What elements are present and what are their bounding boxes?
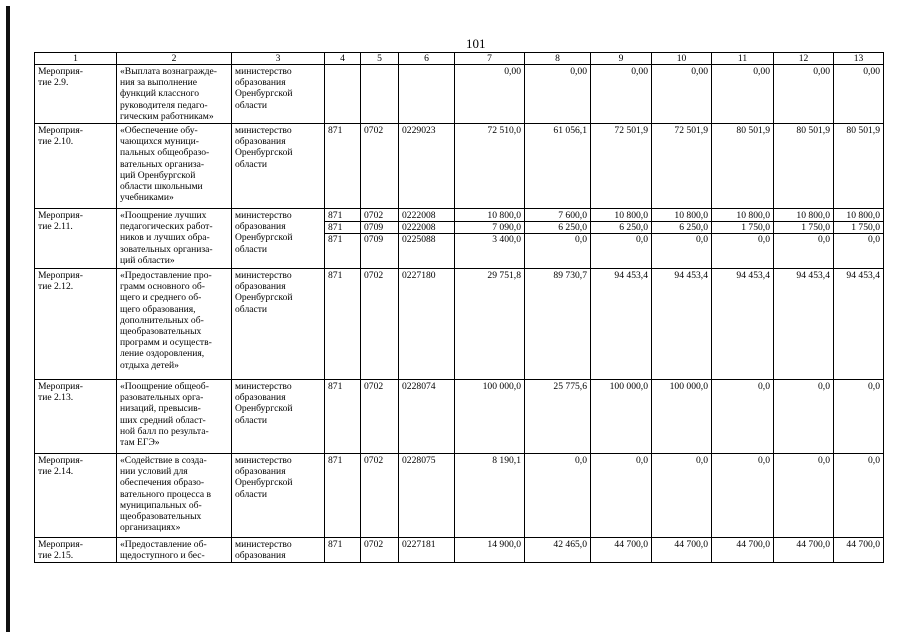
amount-cell-col-10: [652, 209, 712, 269]
amount-cell-col-11: [712, 209, 774, 269]
event-name-cell-line: низаций, превысив-: [120, 403, 201, 415]
executor-cell-line: министерство: [235, 539, 292, 551]
executor-cell-line: министерство: [235, 270, 292, 282]
event-name-cell-line: «Предоставление об-: [120, 539, 207, 551]
amount-cell-col-11: [712, 124, 774, 209]
event-name-cell: [117, 538, 232, 563]
admin-code-cell-value: 871: [328, 270, 343, 282]
admin-code-cell: [325, 65, 361, 124]
admin-code-cell-value: 871: [328, 455, 343, 467]
amount-cell-col-10: [652, 538, 712, 563]
event-name-cell-line: щеобразовательных: [120, 326, 202, 338]
event-name-cell-line: дополнительных об-: [120, 314, 204, 326]
executor-cell-line: образования: [235, 77, 286, 89]
event-name-cell-line: отдыха детей»: [120, 359, 179, 371]
amount-cell-col-13: [834, 65, 884, 124]
executor-cell: [232, 209, 325, 269]
amount-cell-col-8-value: 0,0: [575, 455, 587, 467]
amount-cell-col-7-value: 0,00: [504, 66, 521, 77]
column-header-9: 9: [591, 53, 652, 65]
executor-cell-line: образования: [235, 392, 286, 404]
amount-cell-col-8-value: 0,0: [525, 233, 590, 245]
amount-cell-col-13: [834, 209, 884, 269]
amount-cell-col-12-value: 44 700,0: [796, 539, 830, 551]
section-code-cell-value: 0702: [364, 270, 384, 282]
event-cell: [35, 269, 117, 380]
amount-cell-col-10-value: 6 250,0: [652, 221, 711, 233]
amount-cell-col-12: [774, 454, 834, 538]
amount-cell-col-10-value: 44 700,0: [674, 539, 708, 551]
table-row: [35, 209, 884, 269]
executor-cell-line: области: [235, 414, 268, 426]
amount-cell-col-10: [652, 454, 712, 538]
event-name-cell-line: учебниками»: [120, 192, 174, 204]
amount-cell-col-11-value: 0,0: [758, 381, 770, 393]
section-code-cell: [361, 380, 399, 454]
amount-cell-col-9-value: 0,0: [591, 233, 651, 245]
page-number: 101: [466, 36, 486, 51]
amount-cell-col-12-value: 0,0: [818, 381, 830, 393]
amount-cell-col-7-value: 3 400,0: [455, 233, 524, 245]
event-name-cell-line: ших средний област-: [120, 414, 206, 426]
amount-cell-col-12-value: 0,0: [818, 455, 830, 467]
target-code-cell-value: 0228075: [402, 455, 436, 467]
target-code-cell: [399, 538, 455, 563]
amount-cell-col-10-value: 0,00: [691, 66, 708, 77]
amount-cell-col-7: [455, 454, 525, 538]
event-name-cell-line: там ЕГЭ»: [120, 437, 160, 449]
event-name-cell: [117, 65, 232, 124]
amount-cell-col-10-value: 0,0: [652, 233, 711, 245]
header-row: [35, 53, 884, 65]
column-header-1: 1: [35, 53, 117, 65]
amount-cell-col-12: [774, 269, 834, 380]
amount-cell-col-10-value: 94 453,4: [674, 270, 708, 282]
target-code-cell: [399, 124, 455, 209]
amount-cell-col-8: [525, 380, 591, 454]
amount-cell-col-9: [591, 380, 652, 454]
admin-code-cell: [325, 209, 361, 269]
amount-cell-col-8: [525, 209, 591, 269]
event-cell: [35, 454, 117, 538]
amount-cell-col-11: [712, 269, 774, 380]
amount-cell-col-11-value: 1 750,0: [712, 221, 773, 233]
event-name-cell-line: муниципальных об-: [120, 499, 202, 511]
amount-cell-col-8: [525, 65, 591, 124]
amount-cell-col-13-value: 0,0: [868, 455, 880, 467]
amount-cell-col-7-value: 8 190,1: [492, 455, 521, 467]
amount-cell-col-7-value: 100 000,0: [482, 381, 521, 393]
amount-cell-col-13: [834, 380, 884, 454]
executor-cell-line: министерство: [235, 125, 292, 137]
amount-cell-col-9-value: 6 250,0: [591, 221, 651, 233]
admin-code-cell-value: 871: [328, 125, 343, 137]
amount-cell-col-8: [525, 269, 591, 380]
event-cell-line: Мероприя-: [38, 270, 83, 282]
event-cell-line: Мероприя-: [38, 66, 83, 77]
amount-cell-col-9-value: 0,0: [636, 455, 648, 467]
executor-cell-line: области: [235, 99, 268, 111]
admin-code-cell: [325, 454, 361, 538]
event-name-cell-line: «Обеспечение обу-: [120, 125, 198, 137]
column-header-13: 13: [834, 53, 884, 65]
amount-cell-col-9: [591, 124, 652, 209]
event-name-cell-line: разовательных орга-: [120, 392, 204, 404]
amount-cell-col-13-value: 94 453,4: [846, 270, 880, 282]
event-name-cell: [117, 124, 232, 209]
amount-cell-col-8: [525, 538, 591, 563]
amount-cell-col-10-value: 72 501,9: [674, 125, 708, 137]
amount-cell-col-12-value: 1 750,0: [774, 221, 833, 233]
amount-cell-col-7-value: 72 510,0: [487, 125, 521, 137]
amount-cell-col-11: [712, 454, 774, 538]
amount-cell-col-8-value: 6 250,0: [525, 221, 590, 233]
section-code-cell-value: 0702: [364, 455, 384, 467]
amount-cell-col-13: [834, 269, 884, 380]
executor-cell-line: образования: [235, 550, 286, 562]
amount-cell-col-10-value: 10 800,0: [674, 210, 708, 222]
column-header-10: 10: [652, 53, 712, 65]
event-cell-line: тие 2.13.: [38, 392, 74, 404]
budget-table: [34, 52, 884, 563]
amount-cell-col-9-value: 72 501,9: [614, 125, 648, 137]
executor-cell-line: Оренбургской: [235, 88, 293, 100]
event-cell-line: Мероприя-: [38, 125, 83, 137]
admin-code-cell: [325, 380, 361, 454]
target-code-cell: [399, 209, 455, 269]
event-cell-line: Мероприя-: [38, 539, 83, 551]
event-name-cell-line: «Поощрение общеоб-: [120, 381, 209, 393]
amount-cell-col-11-value: 0,0: [712, 233, 773, 245]
target-code-cell-value: 0227181: [402, 539, 436, 551]
admin-code-cell-value: 871: [328, 210, 343, 222]
section-code-cell-value: 0702: [364, 125, 384, 137]
event-cell: [35, 65, 117, 124]
event-name-cell-line: зовательных организа-: [120, 243, 213, 255]
amount-cell-col-9-value: 94 453,4: [614, 270, 648, 282]
amount-cell-col-11-value: 94 453,4: [736, 270, 770, 282]
event-name-cell: [117, 269, 232, 380]
table-row: [35, 124, 884, 209]
event-cell: [35, 124, 117, 209]
amount-cell-col-7: [455, 538, 525, 563]
target-code-cell-value: 0225088: [399, 233, 454, 245]
event-name-cell-line: ций области»: [120, 254, 175, 266]
table-row: [35, 269, 884, 380]
column-header-4: 4: [325, 53, 361, 65]
section-code-cell: [361, 124, 399, 209]
executor-cell-line: Оренбургской: [235, 147, 293, 159]
event-name-cell-line: «Выплата вознагражде-: [120, 66, 217, 77]
amount-cell-col-8-value: 25 775,6: [553, 381, 587, 393]
event-name-cell-line: педагогических работ-: [120, 221, 213, 233]
executor-cell: [232, 538, 325, 563]
executor-cell: [232, 380, 325, 454]
event-name-cell-line: области школьными: [120, 181, 203, 193]
column-header-11: 11: [712, 53, 774, 65]
event-cell: [35, 380, 117, 454]
event-cell: [35, 538, 117, 563]
executor-cell-line: министерство: [235, 66, 292, 77]
amount-cell-col-8-value: 7 600,0: [558, 210, 587, 222]
amount-cell-col-9-value: 10 800,0: [614, 210, 648, 222]
event-name-cell-line: функций классного: [120, 88, 200, 100]
event-name-cell-line: нии условий для: [120, 466, 188, 478]
amount-cell-col-9: [591, 538, 652, 563]
amount-cell-col-12: [774, 209, 834, 269]
event-name-cell-line: обеспечения образо-: [120, 477, 205, 489]
amount-cell-col-8-value: 42 465,0: [553, 539, 587, 551]
amount-cell-col-13-value: 0,0: [868, 381, 880, 393]
amount-cell-col-11-value: 44 700,0: [736, 539, 770, 551]
event-name-cell-line: щедоступного и бес-: [120, 550, 205, 562]
event-name-cell: [117, 380, 232, 454]
event-cell-line: тие 2.12.: [38, 281, 74, 293]
event-cell-line: тие 2.11.: [38, 221, 73, 233]
target-code-cell-value: 0229023: [402, 125, 436, 137]
column-header-5: 5: [361, 53, 399, 65]
table-row: [35, 454, 884, 538]
amount-cell-col-10-value: 0,0: [696, 455, 708, 467]
amount-cell-col-7-value: 7 090,0: [455, 221, 524, 233]
amount-cell-col-10-value: 100 000,0: [669, 381, 708, 393]
amount-cell-col-12-value: 10 800,0: [796, 210, 830, 222]
event-name-cell-line: щего и среднего об-: [120, 292, 202, 304]
executor-cell-line: образования: [235, 221, 286, 233]
section-code-cell-value: 0702: [364, 210, 384, 222]
scan-edge-line: [6, 6, 10, 632]
event-name-cell: [117, 209, 232, 269]
event-name-cell-line: ной балл по результа-: [120, 425, 209, 437]
event-cell-line: Мероприя-: [38, 381, 83, 393]
executor-cell-line: министерство: [235, 381, 292, 393]
executor-cell-line: Оренбургской: [235, 292, 293, 304]
amount-cell-col-7: [455, 269, 525, 380]
event-name-cell-line: вательного процесса в: [120, 488, 212, 500]
amount-cell-col-9-value: 44 700,0: [614, 539, 648, 551]
event-cell-line: тие 2.14.: [38, 466, 74, 478]
target-code-cell: [399, 380, 455, 454]
event-name-cell-line: ников и лучших обра-: [120, 232, 210, 244]
target-code-cell-value: 0227180: [402, 270, 436, 282]
event-name-cell-line: «Поощрение лучших: [120, 210, 207, 222]
amount-cell-col-8: [525, 454, 591, 538]
table-row: [35, 538, 884, 563]
amount-cell-col-7: [455, 209, 525, 269]
event-name-cell-line: вательных организа-: [120, 158, 205, 170]
amount-cell-col-8-value: 89 730,7: [553, 270, 587, 282]
column-header-6: 6: [399, 53, 455, 65]
event-cell-line: тие 2.9.: [38, 77, 69, 89]
target-code-cell-value: 0222008: [402, 210, 436, 222]
amount-cell-col-13: [834, 538, 884, 563]
amount-cell-col-13-value: 80 501,9: [846, 125, 880, 137]
event-cell-line: тие 2.10.: [38, 136, 74, 148]
event-name-cell-line: чающихся муници-: [120, 136, 199, 148]
executor-cell-line: министерство: [235, 210, 292, 222]
amount-cell-col-12-value: 94 453,4: [796, 270, 830, 282]
section-code-cell-value: 0709: [361, 233, 398, 245]
target-code-cell: [399, 454, 455, 538]
event-name-cell-line: «Предоставление про-: [120, 270, 212, 282]
target-code-cell: [399, 269, 455, 380]
amount-cell-col-9: [591, 269, 652, 380]
section-code-cell: [361, 209, 399, 269]
event-name-cell-line: гическим работникам»: [120, 110, 214, 122]
event-name-cell-line: пальных общеобразо-: [120, 147, 210, 159]
executor-cell: [232, 65, 325, 124]
amount-cell-col-11: [712, 380, 774, 454]
amount-cell-col-8-value: 61 056,1: [553, 125, 587, 137]
amount-cell-col-9-value: 100 000,0: [609, 381, 648, 393]
executor-cell-line: области: [235, 303, 268, 315]
amount-cell-col-8: [525, 124, 591, 209]
amount-cell-col-10: [652, 269, 712, 380]
amount-cell-col-11-value: 80 501,9: [736, 125, 770, 137]
event-name-cell: [117, 454, 232, 538]
admin-code-cell: [325, 269, 361, 380]
amount-cell-col-13-value: 10 800,0: [846, 210, 880, 222]
executor-cell-line: Оренбургской: [235, 232, 293, 244]
admin-code-cell-value: 871: [325, 233, 360, 245]
amount-cell-col-13-value: 0,0: [834, 233, 883, 245]
amount-cell-col-9: [591, 65, 652, 124]
event-name-cell-line: ния за выполнение: [120, 77, 198, 89]
amount-cell-col-11-value: 0,00: [753, 66, 770, 77]
target-code-cell-value: 0228074: [402, 381, 436, 393]
event-name-cell-line: программ и осуществ-: [120, 337, 212, 349]
amount-cell-col-11: [712, 538, 774, 563]
amount-cell-col-10: [652, 380, 712, 454]
executor-cell-line: образования: [235, 136, 286, 148]
amount-cell-col-13: [834, 124, 884, 209]
amount-cell-col-13-value: 0,00: [863, 66, 880, 77]
amount-cell-col-9: [591, 209, 652, 269]
admin-code-cell-value: 871: [328, 381, 343, 393]
amount-cell-col-9-value: 0,00: [631, 66, 648, 77]
executor-cell: [232, 269, 325, 380]
section-code-cell-value: 0702: [364, 381, 384, 393]
table-row: [35, 380, 884, 454]
section-code-cell: [361, 65, 399, 124]
executor-cell-line: Оренбургской: [235, 477, 293, 489]
event-name-cell-line: грамм основного об-: [120, 281, 205, 293]
amount-cell-col-13: [834, 454, 884, 538]
executor-cell-line: области: [235, 488, 268, 500]
amount-cell-col-13-value: 44 700,0: [846, 539, 880, 551]
amount-cell-col-12-value: 0,0: [774, 233, 833, 245]
amount-cell-col-11: [712, 65, 774, 124]
admin-code-cell-value: 871: [328, 539, 343, 551]
event-name-cell-line: щеобразовательных: [120, 511, 202, 523]
amount-cell-col-10: [652, 124, 712, 209]
executor-cell-line: Оренбургской: [235, 403, 293, 415]
section-code-cell: [361, 538, 399, 563]
amount-cell-col-12-value: 0,00: [813, 66, 830, 77]
executor-cell: [232, 454, 325, 538]
amount-cell-col-12-value: 80 501,9: [796, 125, 830, 137]
column-header-8: 8: [525, 53, 591, 65]
amount-cell-col-11-value: 10 800,0: [736, 210, 770, 222]
executor-cell: [232, 124, 325, 209]
amount-cell-col-12: [774, 124, 834, 209]
amount-cell-col-12: [774, 380, 834, 454]
column-header-3: 3: [232, 53, 325, 65]
amount-cell-col-8-value: 0,00: [570, 66, 587, 77]
executor-cell-line: образования: [235, 281, 286, 293]
amount-cell-col-12: [774, 538, 834, 563]
event-cell-line: тие 2.15.: [38, 550, 74, 562]
admin-code-cell-value: 871: [325, 221, 360, 233]
event-name-cell-line: ление оздоровления,: [120, 348, 205, 360]
section-code-cell: [361, 269, 399, 380]
amount-cell-col-7-value: 14 900,0: [487, 539, 521, 551]
amount-cell-col-7: [455, 380, 525, 454]
event-name-cell-line: щего образования,: [120, 303, 196, 315]
section-code-cell-value: 0709: [361, 221, 398, 233]
column-header-12: 12: [774, 53, 834, 65]
event-name-cell-line: организациях»: [120, 522, 181, 534]
event-cell: [35, 209, 117, 269]
admin-code-cell: [325, 124, 361, 209]
event-name-cell-line: «Содействие в созда-: [120, 455, 207, 467]
amount-cell-col-7: [455, 124, 525, 209]
event-cell-line: Мероприя-: [38, 455, 83, 467]
target-code-cell-value: 0222008: [399, 221, 454, 233]
amount-cell-col-7-value: 10 800,0: [487, 210, 521, 222]
column-header-2: 2: [117, 53, 232, 65]
amount-cell-col-10: [652, 65, 712, 124]
amount-cell-col-7-value: 29 751,8: [487, 270, 521, 282]
target-code-cell: [399, 65, 455, 124]
executor-cell-line: области: [235, 158, 268, 170]
amount-cell-col-12: [774, 65, 834, 124]
executor-cell-line: министерство: [235, 455, 292, 467]
admin-code-cell: [325, 538, 361, 563]
executor-cell-line: области: [235, 243, 268, 255]
event-name-cell-line: ций Оренбургской: [120, 169, 196, 181]
column-header-7: 7: [455, 53, 525, 65]
amount-cell-col-11-value: 0,0: [758, 455, 770, 467]
section-code-cell-value: 0702: [364, 539, 384, 551]
section-code-cell: [361, 454, 399, 538]
amount-cell-col-7: [455, 65, 525, 124]
executor-cell-line: образования: [235, 466, 286, 478]
amount-cell-col-9: [591, 454, 652, 538]
event-name-cell-line: руководителя педаго-: [120, 99, 208, 111]
amount-cell-col-13-value: 1 750,0: [834, 221, 883, 233]
table-row: [35, 65, 884, 124]
event-cell-line: Мероприя-: [38, 210, 83, 222]
